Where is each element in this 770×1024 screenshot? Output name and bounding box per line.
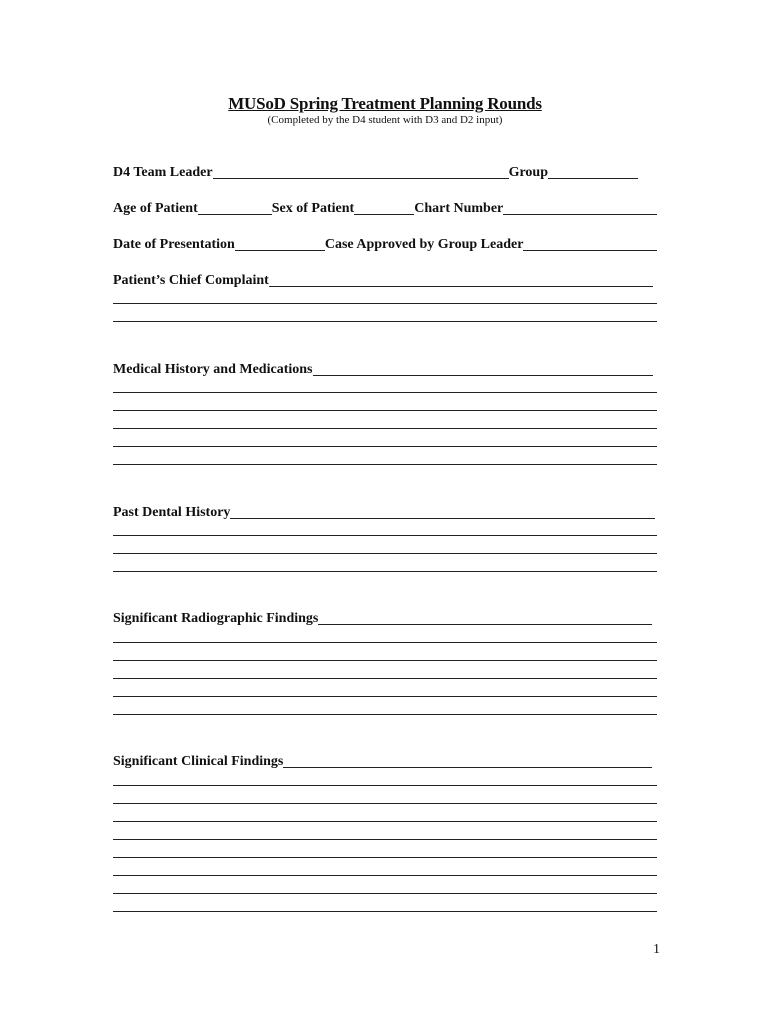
medical-history-line[interactable] xyxy=(113,446,657,447)
case-approved-field[interactable] xyxy=(523,250,657,251)
past-dental-history-label: Past Dental History xyxy=(113,505,231,520)
radiographic-findings-line[interactable] xyxy=(113,642,657,643)
clinical-findings-line[interactable] xyxy=(113,875,657,876)
radiographic-findings-line[interactable] xyxy=(113,696,657,697)
chief-complaint-field[interactable] xyxy=(269,286,653,287)
past-dental-history-row xyxy=(113,503,657,521)
past-dental-history-line[interactable] xyxy=(113,553,657,554)
clinical-findings-label: Significant Clinical Findings xyxy=(113,754,284,769)
chart-number-field[interactable] xyxy=(503,214,657,215)
medical-history-label: Medical History and Medications xyxy=(113,362,313,377)
radiographic-findings-field[interactable] xyxy=(318,624,652,625)
sex-of-patient-field[interactable] xyxy=(354,214,414,215)
clinical-findings-line[interactable] xyxy=(113,857,657,858)
age-of-patient-field[interactable] xyxy=(198,214,272,215)
form-subtitle: (Completed by the D4 student with D3 and D2 input) xyxy=(267,114,503,126)
chief-complaint-row xyxy=(113,271,657,289)
date-of-presentation-label: Date of Presentation xyxy=(113,237,235,252)
team-leader-row xyxy=(113,163,657,181)
past-dental-history-line[interactable] xyxy=(113,535,657,536)
sex-of-patient-label: Sex of Patient xyxy=(271,201,355,216)
case-approved-label: Case Approved by Group Leader xyxy=(324,237,524,252)
clinical-findings-line[interactable] xyxy=(113,911,657,912)
past-dental-history-line[interactable] xyxy=(113,571,657,572)
d4-team-leader-label: D4 Team Leader xyxy=(113,165,213,180)
radiographic-findings-row xyxy=(113,609,657,627)
date-of-presentation-field[interactable] xyxy=(235,250,325,251)
medical-history-line[interactable] xyxy=(113,410,657,411)
clinical-findings-line[interactable] xyxy=(113,893,657,894)
radiographic-findings-line[interactable] xyxy=(113,714,657,715)
presentation-row xyxy=(113,235,657,253)
form-title: MUSoD Spring Treatment Planning Rounds xyxy=(228,94,542,113)
past-dental-history-field[interactable] xyxy=(230,518,655,519)
medical-history-row xyxy=(113,360,657,378)
chart-number-label: Chart Number xyxy=(414,201,504,216)
clinical-findings-line[interactable] xyxy=(113,785,657,786)
group-field[interactable] xyxy=(548,178,638,179)
medical-history-field[interactable] xyxy=(313,375,654,376)
chief-complaint-line[interactable] xyxy=(113,303,657,304)
clinical-findings-field[interactable] xyxy=(283,767,652,768)
clinical-findings-line[interactable] xyxy=(113,821,657,822)
medical-history-line[interactable] xyxy=(113,464,657,465)
clinical-findings-line[interactable] xyxy=(113,839,657,840)
medical-history-line[interactable] xyxy=(113,428,657,429)
radiographic-findings-label: Significant Radiographic Findings xyxy=(113,611,319,626)
d4-team-leader-field[interactable] xyxy=(213,178,509,179)
clinical-findings-line[interactable] xyxy=(113,803,657,804)
age-of-patient-label: Age of Patient xyxy=(113,201,198,216)
chief-complaint-label: Patient’s Chief Complaint xyxy=(113,273,269,288)
radiographic-findings-line[interactable] xyxy=(113,678,657,679)
chief-complaint-line[interactable] xyxy=(113,321,657,322)
radiographic-findings-line[interactable] xyxy=(113,660,657,661)
patient-info-row xyxy=(113,199,657,217)
clinical-findings-row xyxy=(113,752,657,770)
medical-history-line[interactable] xyxy=(113,392,657,393)
page-number: 1 xyxy=(653,942,660,957)
group-label: Group xyxy=(508,165,548,180)
